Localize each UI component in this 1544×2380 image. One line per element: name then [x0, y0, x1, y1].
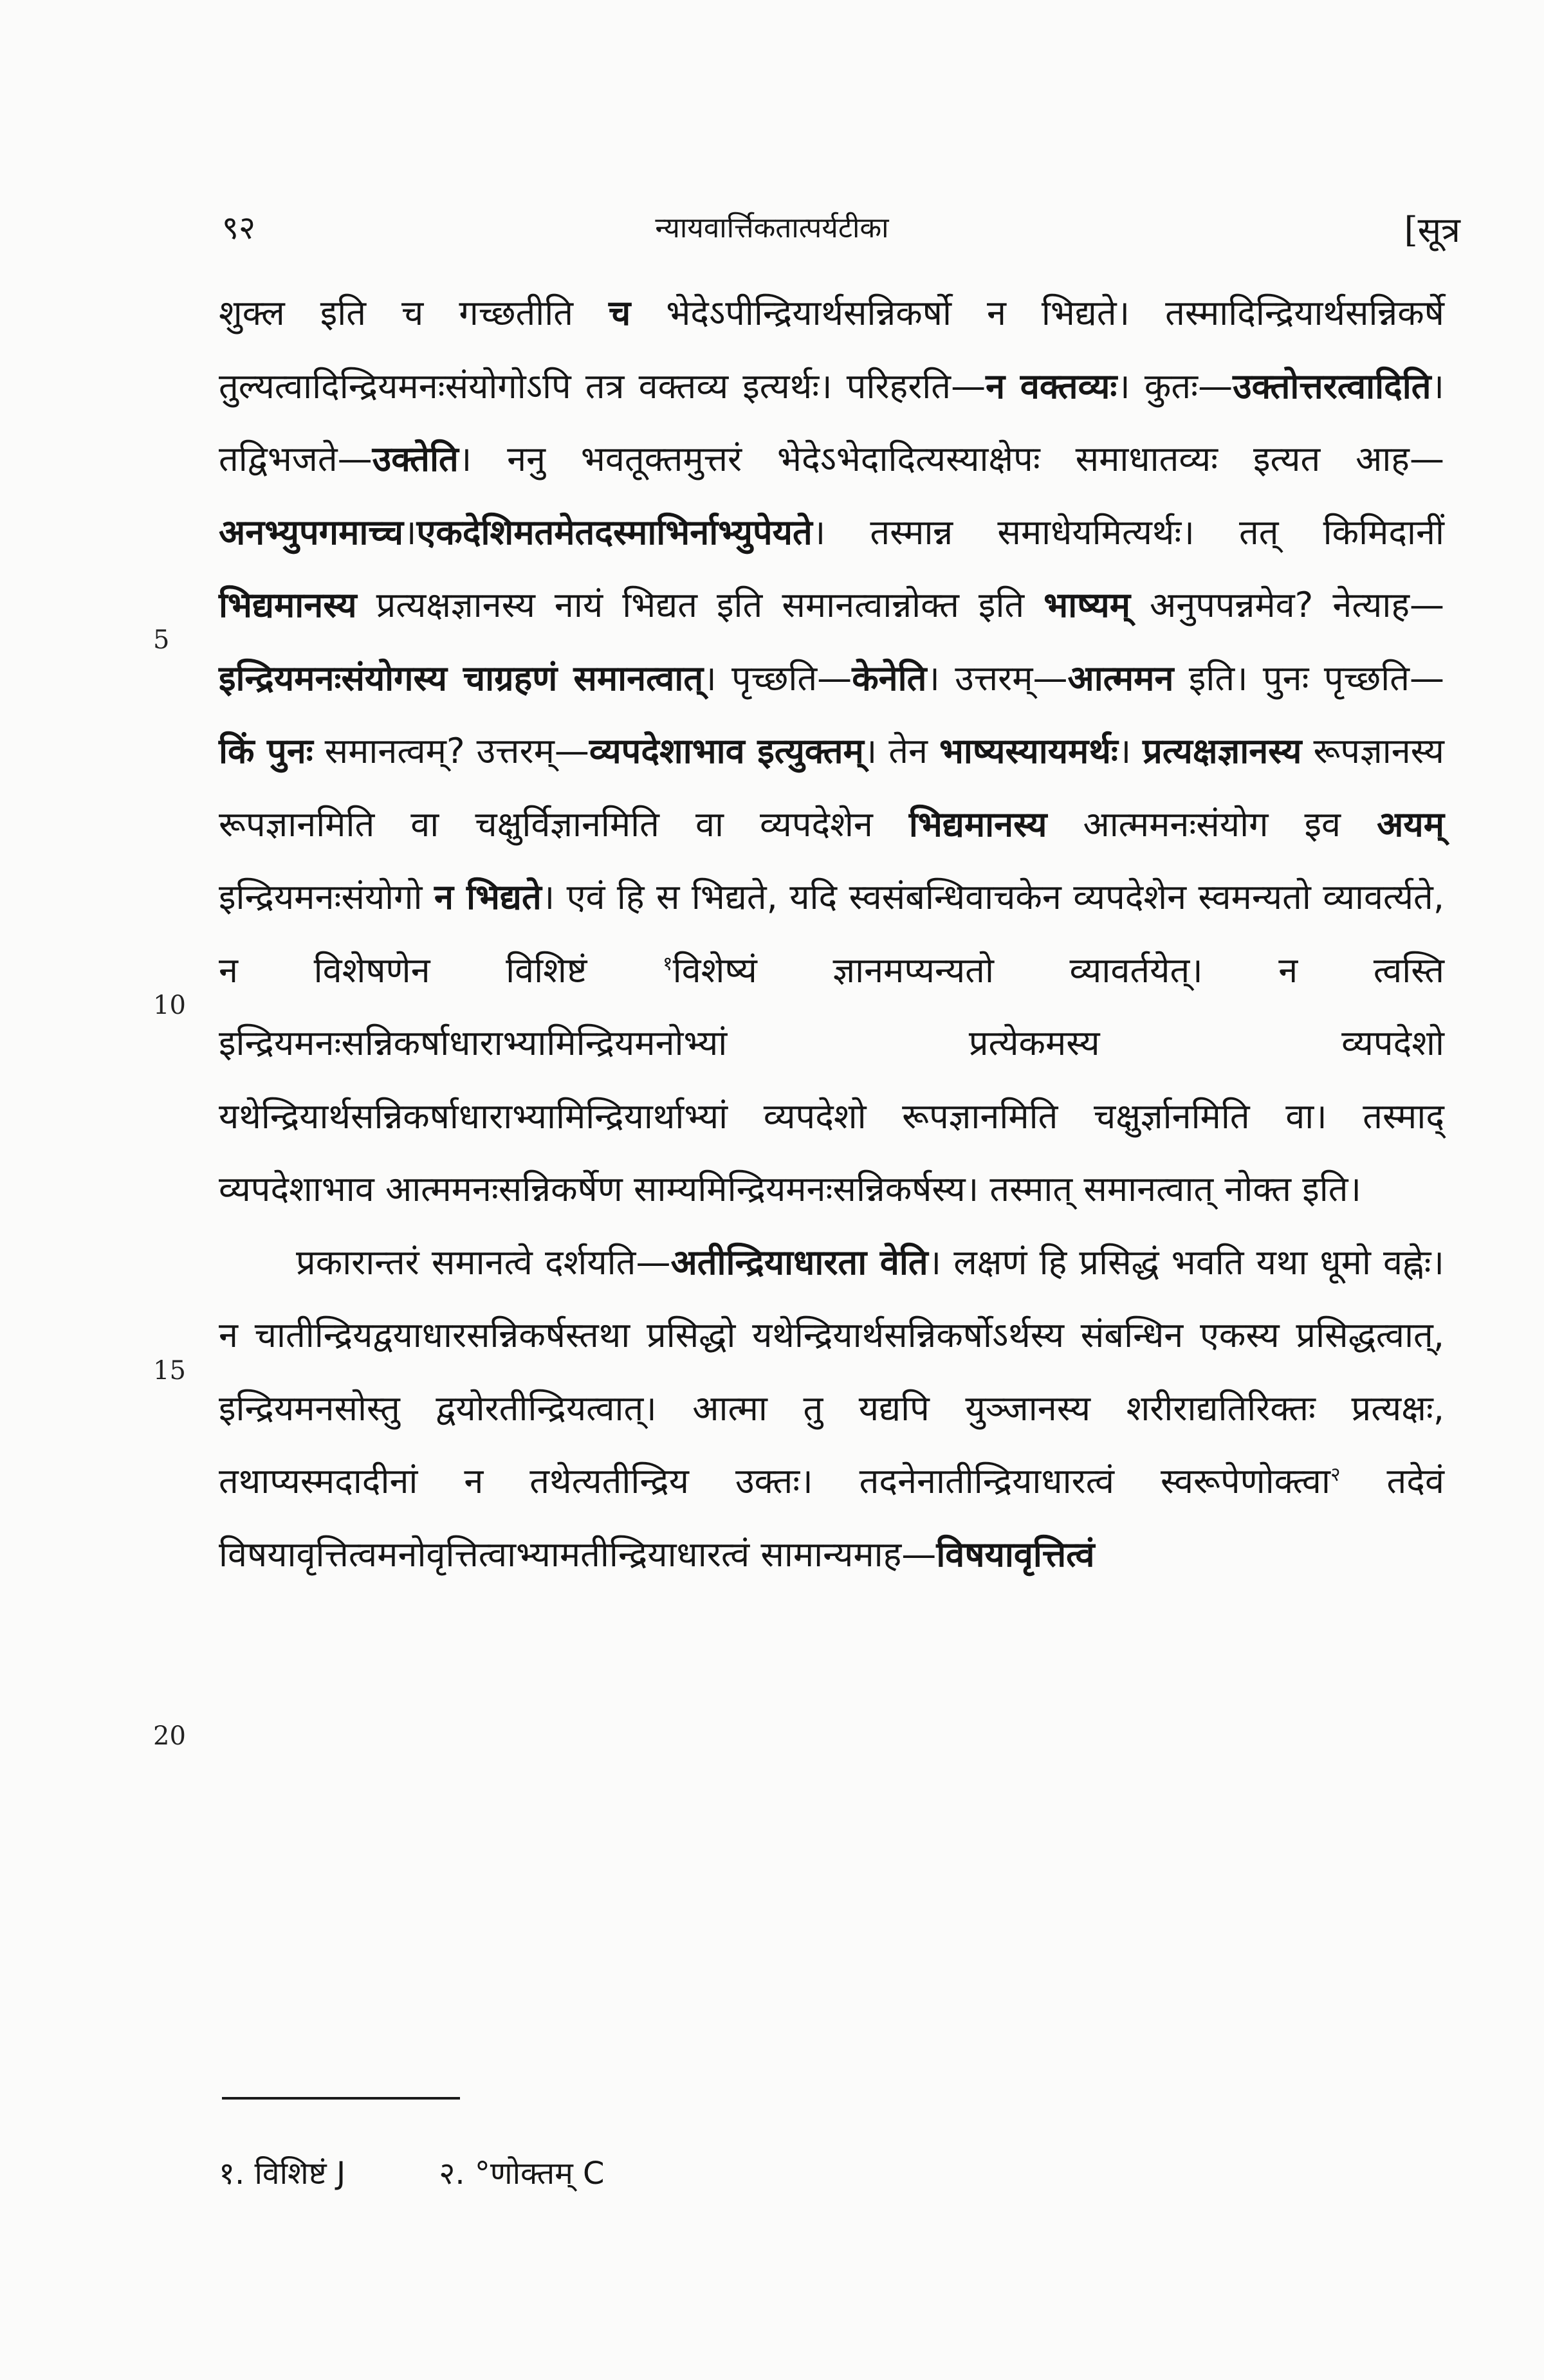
bold-lemma: अनभ्युपगमाच्च: [219, 511, 404, 553]
text-run: । उत्तरम्—: [926, 657, 1068, 699]
section-mark: [सूत्र: [1404, 210, 1460, 250]
text-run: ।: [1117, 731, 1143, 771]
bold-lemma: न भिद्यते: [434, 877, 542, 917]
text-run: । तस्मान्न समाधेयमित्यर्थः। तत् किमिदानीं: [812, 511, 1444, 553]
text-run: । एवं हि स भिद्यते, यदि स्वसंबन्धिवाचकेन व्यपदेशेन स्वमन्यतो व्यावर्त्यते, न विशेषणेन विशिष्टं: [219, 877, 1444, 991]
footnote-2: २. °णोक्तम् C: [439, 2156, 605, 2192]
text-run: इति। पुनः पृच्छति—: [1173, 657, 1444, 699]
line-number-15: 15: [153, 1356, 186, 1386]
footnote-marker: १: [663, 952, 673, 975]
bold-lemma: केनेति: [852, 657, 927, 699]
bold-lemma: एकदेशिमतमेतदस्माभिर्नाभ्युपेयते: [416, 511, 813, 553]
line-number-5: 5: [153, 625, 170, 655]
bold-lemma: प्रत्यक्षज्ञानस्य: [1143, 731, 1302, 771]
footnote-rule: [222, 2097, 460, 2100]
bold-lemma: इन्द्रियमनःसंयोगस्य चाग्रहणं समानत्वात्: [219, 657, 704, 699]
footnote-1: १. विशिष्टं J: [219, 2156, 346, 2192]
bold-lemma: च: [609, 293, 631, 333]
bold-lemma: विषयावृत्तित्वं: [936, 1533, 1095, 1575]
text-run: । कुतः—: [1117, 365, 1233, 407]
bold-lemma: न वक्तव्यः: [986, 365, 1117, 407]
text-run: विशेष्यं ज्ञानमप्यन्यतो व्यावर्तयेत्। न त्वस्ति इन्द्रियमनःसन्निकर्षाधाराभ्यामिन्द्रियमनोभ्यां प्रत्येकमस्य व्यपदेशो यथेन्द्रियार्थसन्निकर्षाधाराभ्यामिन्द्रियार्थाभ्यां व्यपदेशो रूपज्ञानमिति चक्षुर्ज्ञानमिति वा। तस्माद् व्यपदेशाभाव आत्ममनःसन्निकर्षेण साम्यमिन्द्रियमनःसन्निकर्षस्य। तस्मात् समानत्वात् नोक्त इति।: [219, 949, 1444, 1209]
text-run: इन्द्रियमनःसंयोगो: [219, 877, 434, 917]
line-number-10: 10: [153, 991, 186, 1020]
bold-lemma: किं पुनः: [219, 731, 313, 771]
bold-lemma: उक्तोत्तरत्वादिति: [1233, 365, 1431, 407]
bold-lemma: भाष्यस्यायमर्थः: [939, 731, 1118, 771]
text-run: आत्ममनःसंयोग इव: [1047, 803, 1377, 845]
text-run: । पृच्छति—: [703, 657, 852, 699]
text-run: समानत्वम्? उत्तरम्—: [313, 731, 589, 771]
text-run: प्रत्यक्षज्ञानस्य नायं भिद्यत इति समानत्वान्नोक्त इति: [356, 585, 1044, 625]
running-title: न्यायवार्त्तिकतात्पर्यटीका: [655, 212, 889, 244]
text-run: रूपज्ञानस्य रूपज्ञानमिति वा चक्षुर्विज्ञानमिति वा व्यपदेशेन: [219, 731, 1444, 845]
text-run: तदेवं विषयावृत्तित्वमनोवृत्तित्वाभ्यामतीन्द्रियाधारत्वं सामान्यमाह—: [219, 1461, 1444, 1575]
text-run: । तद्विभजते—: [219, 365, 1445, 479]
footnote-marker: २: [1330, 1463, 1341, 1486]
text-run: अनुपपन्नमेव? नेत्याह—: [1130, 585, 1444, 625]
text-run: भेदेऽपीन्द्रियार्थसन्निकर्षो न भिद्यते। तस्मादिन्द्रियार्थसन्निकर्षे तुल्यत्वादिन्द्रियमनःसंयोगोऽपि तत्र वक्तव्य इत्यर्थः। परिहरति—: [219, 293, 1444, 407]
text-run: । लक्षणं हि प्रसिद्धं भवति यथा धूमो वह्नेः। न चातीन्द्रियद्वयाधारसन्निकर्षस्तथा प्रसिद्धो यथेन्द्रियार्थसन्निकर्षोऽर्थस्य संबन्धिन एकस्य प्रसिद्धत्वात्, इन्द्रियमनसोस्तु द्वयोरतीन्द्रियत्वात्। आत्मा तु यद्यपि युञ्जानस्य शरीराद्यतिरिक्तः प्रत्यक्षः, तथाप्यस्मदादीनां न तथेत्यतीन्द्रिय उक्तः। तदनेनातीन्द्रियाधारत्वं स्वरूपेणोक्त्वा: [219, 1241, 1445, 1501]
page-number: ९२: [222, 209, 255, 246]
body-text: [219, 277, 1444, 1591]
footnotes: [219, 2152, 688, 2193]
text-run: । ननु भवतूक्तमुत्तरं भेदेऽभेदादित्यस्याक्षेपः समाधातव्यः इत्यत आह—: [458, 439, 1444, 479]
bold-lemma: भाष्यम्: [1043, 585, 1130, 625]
text-run: प्रकारान्तरं समानत्वे दर्शयति—: [296, 1241, 671, 1283]
bold-lemma: अतीन्द्रियाधारता वेति: [670, 1241, 928, 1283]
paragraph-2: [219, 1226, 1444, 1591]
bold-lemma: अयम्: [1377, 803, 1444, 845]
text-run: शुक्ल इति च गच्छतीति: [219, 293, 609, 333]
text-run: । तेन: [863, 731, 939, 771]
bold-lemma: व्यपदेशाभाव इत्युक्तम्: [589, 731, 864, 771]
text-run: ।: [403, 511, 417, 553]
bold-lemma: उक्तेति: [372, 439, 459, 479]
paragraph-1: [219, 277, 1444, 1226]
bold-lemma: भिद्यमानस्य: [219, 585, 357, 625]
line-number-20: 20: [153, 1721, 186, 1751]
bold-lemma: आत्ममन: [1067, 657, 1174, 699]
bold-lemma: भिद्यमानस्य: [908, 803, 1047, 845]
